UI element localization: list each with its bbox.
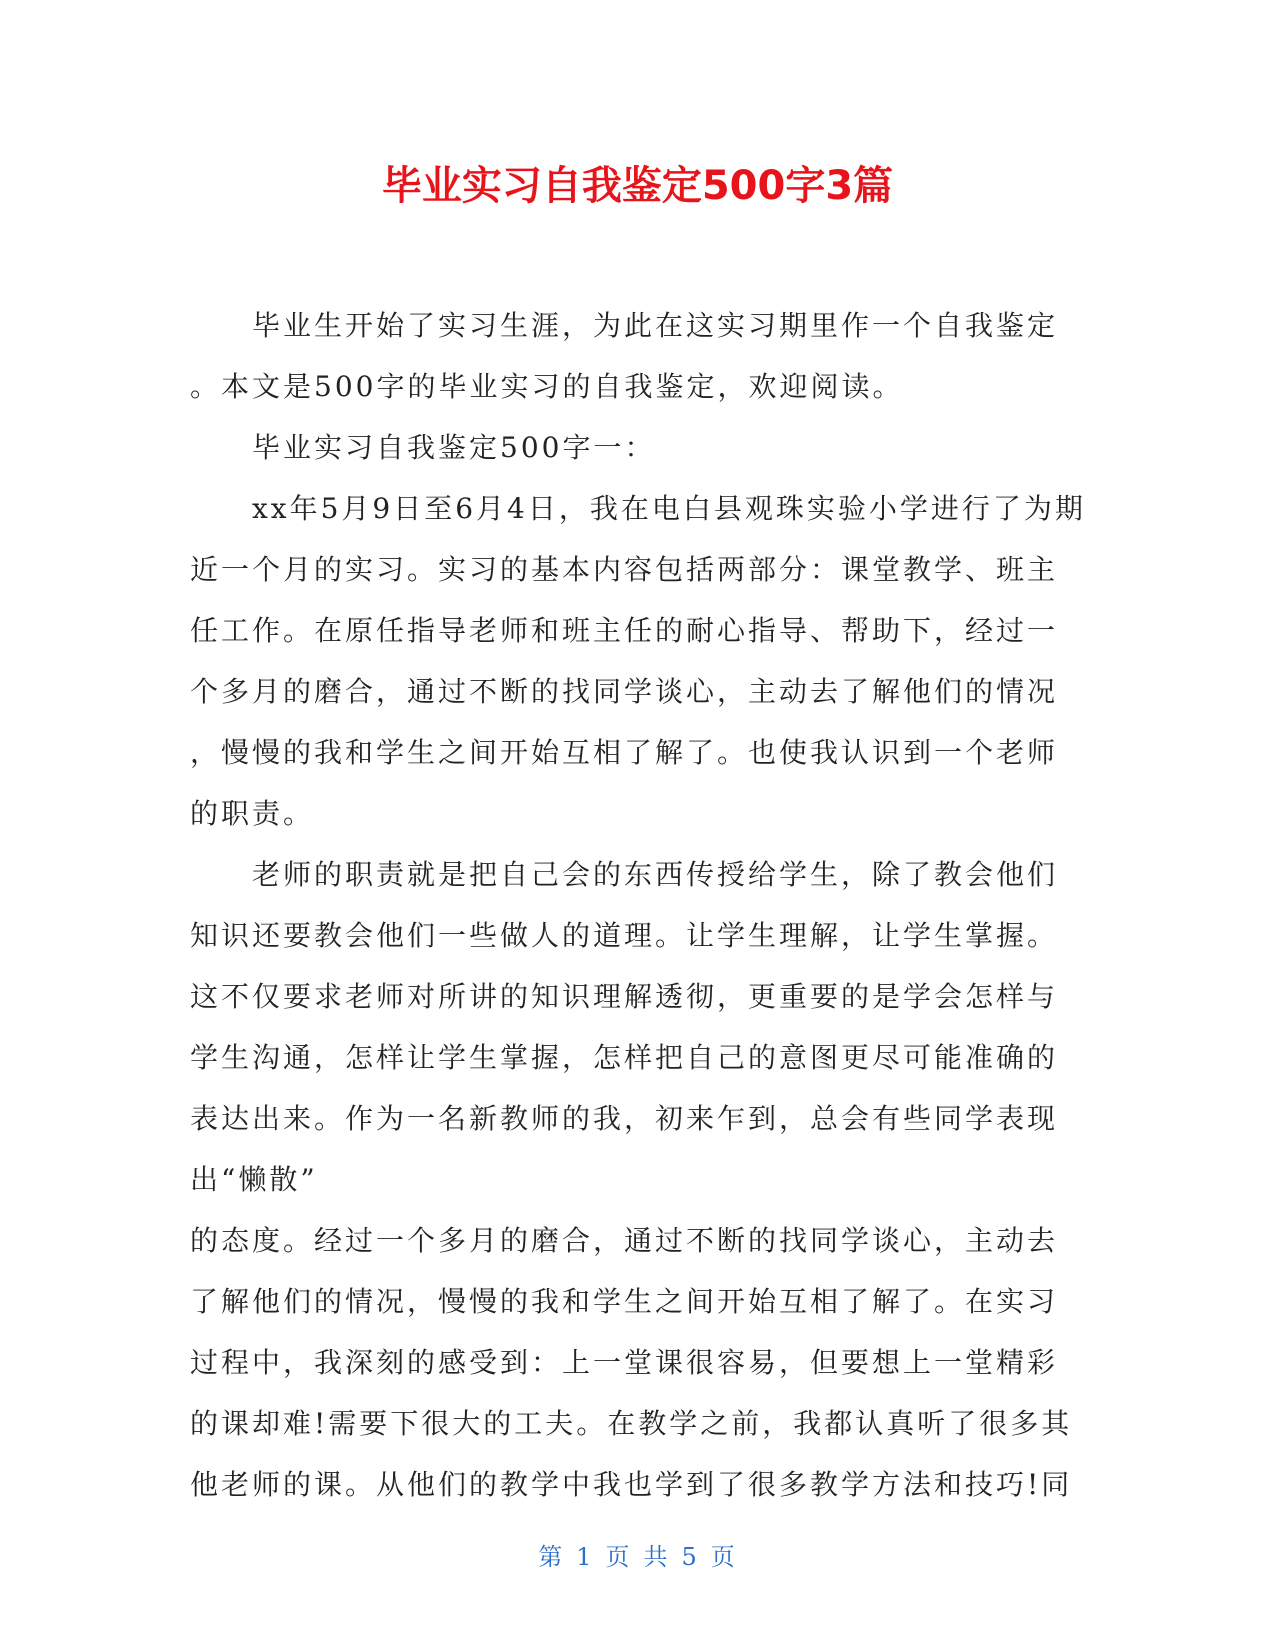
- text-line: 的课却难!需要下很大的工夫。在教学之前，我都认真听了很多其: [190, 1407, 1073, 1440]
- document-body: [190, 295, 1090, 1515]
- text-line: 毕业生开始了实习生涯，为此在这实习期里作一个自我鉴定: [252, 309, 1059, 342]
- text-line: xx年5月9日至6月4日，我在电白县观珠实验小学进行了为期: [252, 492, 1086, 525]
- text-line: 的态度。经过一个多月的磨合，通过不断的找同学谈心，主动去: [190, 1224, 1059, 1257]
- text-line: 知识还要教会他们一些做人的道理。让学生理解，让学生掌握。: [190, 919, 1059, 952]
- page-footer: [0, 1542, 1275, 1572]
- text-line: 出“懒散”: [190, 1163, 318, 1196]
- text-line: 了解他们的情况，慢慢的我和学生之间开始互相了解了。在实习: [190, 1285, 1059, 1318]
- text-line: 过程中，我深刻的感受到：上一堂课很容易，但要想上一堂精彩: [190, 1346, 1059, 1379]
- footer-prefix: 第: [538, 1543, 565, 1571]
- footer-page-word: 页: [605, 1543, 632, 1571]
- footer-total-prefix: 共: [643, 1543, 670, 1571]
- text-line: 近一个月的实习。实习的基本内容包括两部分：课堂教学、班主: [190, 553, 1059, 586]
- text-line: 表达出来。作为一名新教师的我，初来乍到，总会有些同学表现: [190, 1102, 1059, 1135]
- text-line: 个多月的磨合，通过不断的找同学谈心，主动去了解他们的情况: [190, 675, 1059, 708]
- text-line: 毕业实习自我鉴定500字一：: [252, 431, 656, 464]
- text-line: 任工作。在原任指导老师和班主任的耐心指导、帮助下，经过一: [190, 614, 1059, 647]
- text-line: 这不仅要求老师对所讲的知识理解透彻，更重要的是学会怎样与: [190, 980, 1059, 1013]
- text-line: 。本文是500字的毕业实习的自我鉴定，欢迎阅读。: [190, 370, 904, 403]
- text-line: ，慢慢的我和学生之间开始互相了解了。也使我认识到一个老师: [190, 736, 1059, 769]
- document-title: 毕业实习自我鉴定500字3篇: [381, 163, 894, 209]
- text-line: 他老师的课。从他们的教学中我也学到了很多教学方法和技巧!同: [190, 1468, 1073, 1501]
- footer-page-suffix: 页: [710, 1543, 737, 1571]
- footer-total-pages: 5: [681, 1543, 699, 1571]
- text-line: 学生沟通，怎样让学生掌握，怎样把自己的意图更尽可能准确的: [190, 1041, 1059, 1074]
- text-line: 的职责。: [190, 797, 315, 830]
- text-line: 老师的职责就是把自己会的东西传授给学生，除了教会他们: [252, 858, 1059, 891]
- footer-current-page: 1: [576, 1543, 594, 1571]
